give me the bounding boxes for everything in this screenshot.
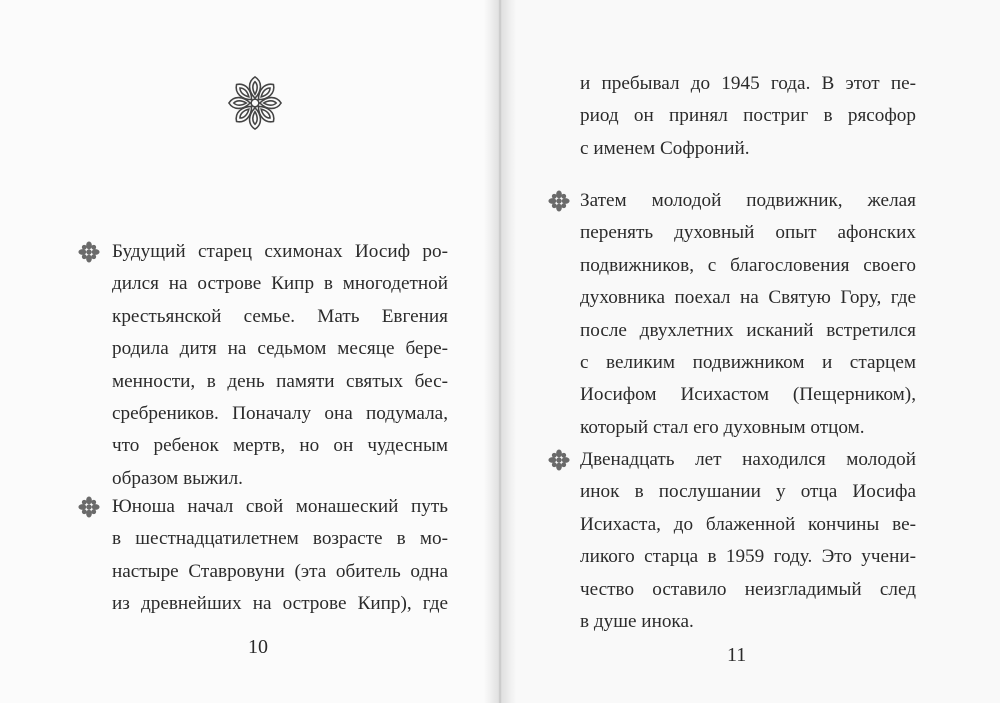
book-gutter-shadow [484, 0, 516, 703]
text-line: духовника поехал на Святую Гору, где [580, 287, 916, 309]
text-line: Иосифом Исихастом (Пещерником), [580, 384, 916, 406]
text-line: в шестнадцатилетнем возрасте в мо- [112, 528, 448, 550]
text-line: образом выжил. [112, 467, 243, 489]
text-line: и пребывал до 1945 года. В этот пе- [580, 73, 916, 94]
flower-bullet-icon [548, 190, 570, 212]
text-line: Двенадцать лет находился молодой [580, 449, 916, 470]
text-line: крестьянской семье. Мать Евгения [112, 305, 448, 327]
left-paragraph-2 [112, 491, 448, 621]
flower-bullet-icon [78, 496, 100, 518]
text-line: с великим подвижником и старцем [580, 352, 916, 374]
right-paragraph-0 [580, 68, 916, 165]
right-paragraph-2 [580, 444, 916, 638]
right-paragraph-1 [580, 185, 916, 444]
text-line: родила дитя на седьмом месяце бере- [112, 338, 448, 360]
text-line: ликого старца в 1959 году. Это учени- [580, 546, 916, 568]
text-line: Затем молодой подвижник, желая [580, 190, 916, 211]
text-line: с именем Софроний. [580, 137, 750, 159]
rosette-ornament-icon [226, 74, 284, 132]
text-line: инок в послушании у отца Иосифа [580, 481, 916, 503]
text-line: перенять духовный опыт афонских [580, 222, 916, 244]
text-line: который стал его духовным отцом. [580, 416, 865, 438]
text-line: Исихаста, до блаженной кончины ве- [580, 513, 916, 535]
page-number-right: 11 [727, 644, 747, 666]
text-line: Будущий старец схимонах Иосиф ро- [112, 241, 448, 262]
text-line: подвижников, с благословения своего [580, 254, 916, 276]
page-number-left: 10 [248, 636, 268, 658]
text-line: риод он принял постриг в рясофор [580, 105, 916, 127]
flower-bullet-icon [78, 241, 100, 263]
text-line: что ребенок мертв, но он чудесным [112, 435, 448, 457]
text-line: настыре Ставровуни (эта обитель одна [112, 560, 448, 582]
text-line: в душе инока. [580, 611, 694, 633]
flower-bullet-icon [548, 449, 570, 471]
text-line: дился на острове Кипр в многодетной [112, 273, 448, 295]
text-line: после двухлетних исканий встретился [580, 319, 916, 341]
text-line: Юноша начал свой монашеский путь [112, 496, 448, 517]
text-line: сребреников. Поначалу она подумала, [112, 403, 448, 425]
text-line: менности, в день памяти святых бес- [112, 370, 448, 392]
right-page [500, 0, 1000, 703]
text-line: из древнейших на острове Кипр), где [112, 593, 448, 615]
text-line: чество оставило неизгладимый след [580, 578, 916, 600]
left-paragraph-1 [112, 236, 448, 495]
